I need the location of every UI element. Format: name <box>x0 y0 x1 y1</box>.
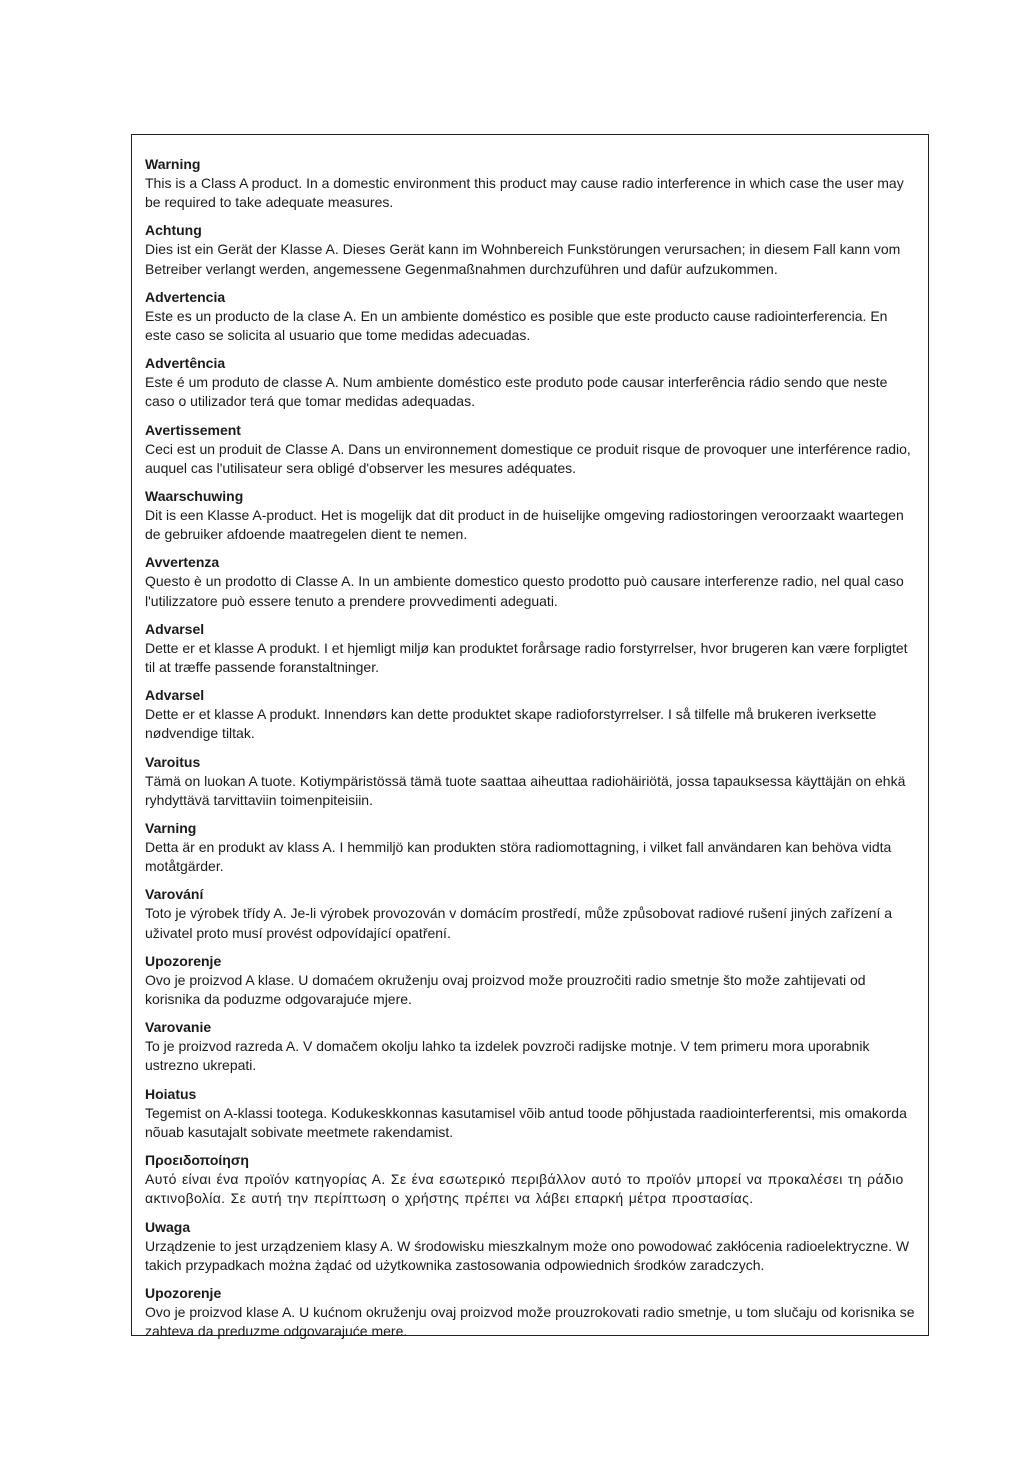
section-varovani-czech <box>145 885 915 942</box>
section-heading: Advarsel <box>145 687 205 704</box>
section-heading: Upozorenje <box>145 1284 222 1301</box>
section-advarsel-danish <box>145 620 915 677</box>
section-heading: Varování <box>145 886 204 903</box>
section-avertissement-french <box>145 421 915 478</box>
section-upozorenje-serbian <box>145 1284 915 1341</box>
section-upozorenje-croatian <box>145 952 915 1009</box>
section-text: To je proizvod razreda A. V domačem okolju lahko ta izdelek povzroči radijske motnje. V tem primeru mora uporabnik ustrezno ukrepati. <box>145 1038 870 1074</box>
section-text: Ovo je proizvod A klase. U domaćem okruženju ovaj proizvod može prouzročiti radio smetnje što može zahtijevati od korisnika da poduzme odgovarajuće mjere. <box>145 971 866 1008</box>
section-text: Dit is een Klasse A-product. Het is mogelijk dat dit product in de huiselijke omgeving radiostoringen veroorzaakt waartegen de gebruiker afdoende maatregelen dient te nemen. <box>145 507 904 543</box>
section-heading: Varovanie <box>145 1019 212 1036</box>
section-text: Toto je výrobek třídy A. Je-li výrobek provozován v domácím prostředí, může způsobovat radiové rušení jiných zařízení a uživatel proto musí provést odpovídající opatření. <box>145 905 893 941</box>
section-heading: Warning <box>145 156 201 172</box>
section-uwaga-polish <box>145 1218 915 1275</box>
section-hoiatus-estonian <box>145 1085 915 1142</box>
section-text: Αυτό είναι ένα προϊόν κατηγορίας Α. Σε ένα εσωτερικό περιβάλλον αυτό το προϊόν μπορεί να προκαλέσει τη ράδιο ακτινοβολία. Σε αυτή την περίπτωση ο χρήστης πρέπει να λάβει επαρκή μέτρα προστασίας. <box>145 1171 904 1207</box>
section-heading: Advertencia <box>145 288 226 305</box>
section-text: Urządzenie to jest urządzeniem klasy A. W środowisku mieszkalnym może ono powodować zakłócenia radioelektryczne. W takich przypadkach można żądać od użytkownika zastosowania odpowiednich środków zaradczych. <box>145 1237 910 1273</box>
section-text: Ceci est un produit de Classe A. Dans un environnement domestique ce produit risque de provoquer une interférence radio, auquel cas l'utilisateur sera obligé d'observer les mesures adéquates. <box>145 440 911 476</box>
section-heading: Προειδοποίηση <box>145 1152 249 1169</box>
section-varoitus-finnish <box>145 753 915 810</box>
class-a-notice-box <box>131 134 929 1340</box>
section-heading: Avvertenza <box>145 554 220 571</box>
section-heading: Upozorenje <box>145 952 222 969</box>
section-heading: Advarsel <box>145 620 205 637</box>
section-text: Dette er et klasse A produkt. Innendørs kan dette produktet skape radioforstyrrelser. I så tilfelle må brukeren iverksette nødvendige tiltak. <box>145 706 877 742</box>
section-warning-english <box>145 155 915 212</box>
section-heading: Waarschuwing <box>145 488 244 505</box>
section-text: Tämä on luokan A tuote. Kotiympäristössä tämä tuote saattaa aiheuttaa radiohäiriötä, jossa tapauksessa käyttäjän on ehkä ryhdyttävä tarvittaviin toimenpiteisiin. <box>145 772 906 808</box>
section-varovanie-slovenian <box>145 1018 915 1075</box>
section-text: Questo è un prodotto di Classe A. In un ambiente domestico questo prodotto può causare interferenze radio, nel qual caso l'utilizzatore può essere tenuto a prendere provvedimenti adeguati. <box>145 573 904 609</box>
section-achtung-german <box>145 221 915 278</box>
section-heading: Varoitus <box>145 753 201 770</box>
section-heading: Advertência <box>145 355 226 372</box>
section-heading: Uwaga <box>145 1218 191 1235</box>
section-heading: Hoiatus <box>145 1085 197 1102</box>
section-avvertenza-italian <box>145 553 915 610</box>
section-heading: Varning <box>145 820 197 837</box>
section-heading: Avertissement <box>145 421 241 438</box>
section-text: Detta är en produkt av klass A. I hemmiljö kan produkten störa radiomottagning, i vilket fall användaren kan behöva vidta motåtgärder. <box>145 839 892 875</box>
section-text: Este es un producto de la clase A. En un ambiente doméstico es posible que este producto cause radiointerferencia. En este caso se solicita al usuario que tome medidas adecuadas. <box>145 307 888 344</box>
section-text: Dies ist ein Gerät der Klasse A. Dieses Gerät kann im Wohnbereich Funkstörungen verursachen; in diesem Fall kann vom Betreiber verlangt werden, angemessene Gegenmaßnahmen durchzuführen und dafür aufzukommen. <box>145 241 901 277</box>
section-text: Este é um produto de classe A. Num ambiente doméstico este produto pode causar interferência rádio sendo que neste caso o utilizador terá que tomar medidas adequadas. <box>145 374 888 410</box>
section-varning-swedish <box>145 819 915 876</box>
section-proeidopoiisi-greek <box>145 1151 915 1208</box>
section-advertencia-spanish <box>145 288 915 345</box>
section-text: This is a Class A product. In a domestic environment this product may cause radio interference in which case the user may be required to take adequate measures. <box>145 175 904 211</box>
section-heading: Achtung <box>145 222 202 239</box>
section-text: Tegemist on A-klassi tootega. Kodukeskkonnas kasutamisel võib antud toode põhjustada raadiointerferentsi, mis omakorda nõuab kasutajalt sobivate meetmete rakendamist. <box>145 1104 907 1140</box>
section-advarsel-norwegian <box>145 686 915 743</box>
section-text: Dette er et klasse A produkt. I et hjemligt miljø kan produktet forårsage radio forstyrrelser, hvor brugeren kan være forpligtet til at træffe passende foranstaltninger. <box>145 639 908 676</box>
section-waarschuwing-dutch <box>145 487 915 544</box>
section-advertencia-portuguese <box>145 354 915 411</box>
section-text: Ovo je proizvod klase A. U kućnom okruženju ovaj proizvod može prouzrokovati radio smetnje, u tom slučaju od korisnika se zahteva da preduzme odgovarajuće mere. <box>145 1303 915 1340</box>
